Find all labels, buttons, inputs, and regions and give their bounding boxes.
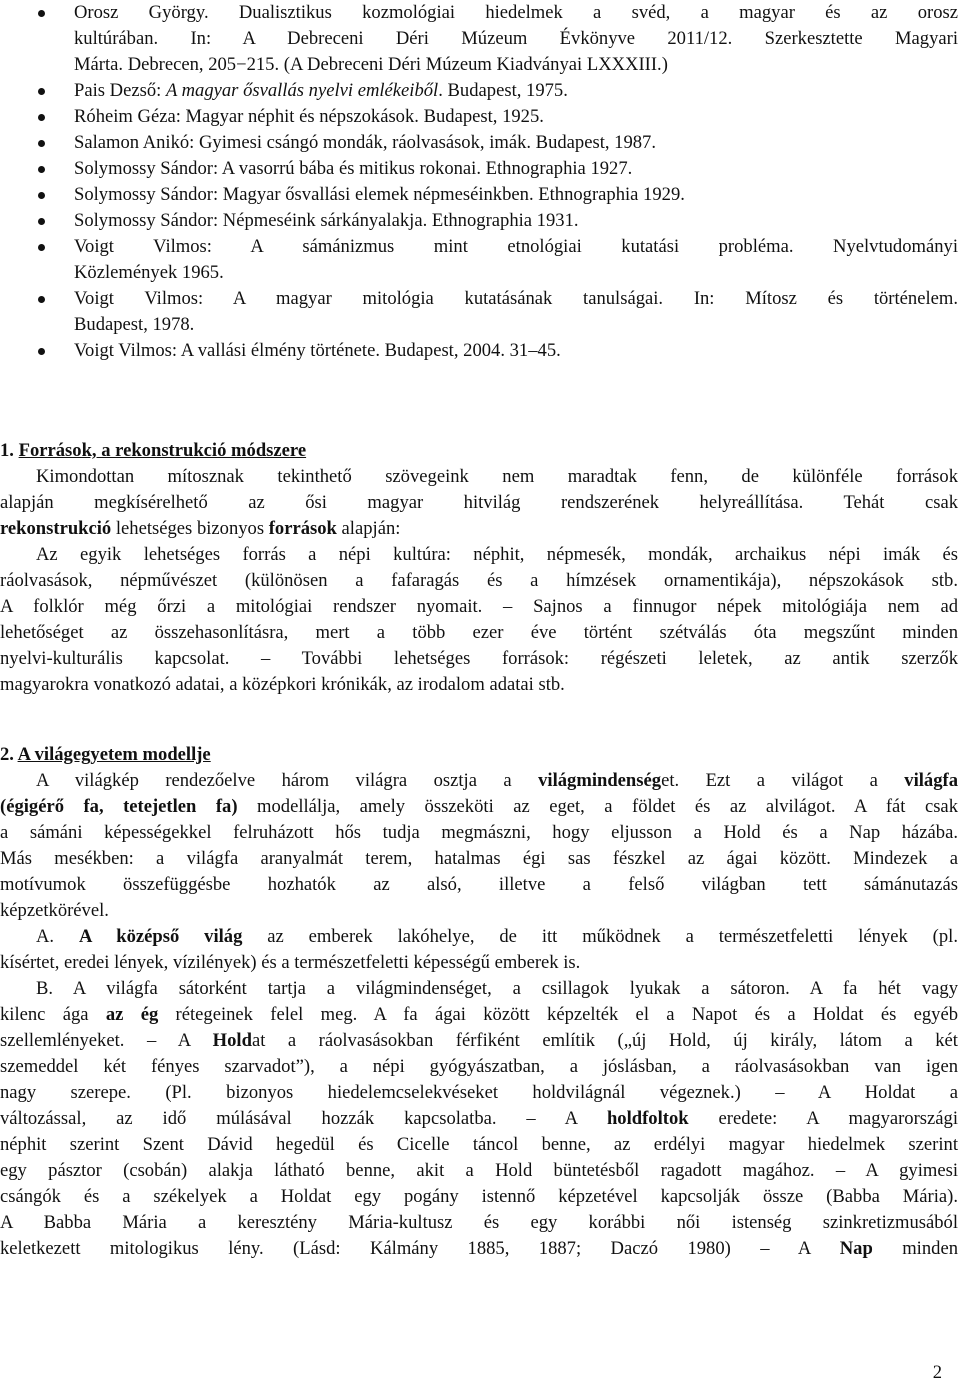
text-run: minden bbox=[872, 1238, 958, 1259]
text-run: eredete: A magyarországi bbox=[688, 1108, 958, 1129]
text-run: B. A világfa sátorként tartja a világmindenséget, a csillagok lyukak a sátoron. A fa hét vagy bbox=[36, 978, 958, 999]
bibliography-line bbox=[74, 78, 568, 104]
bullet-icon bbox=[38, 348, 45, 355]
text-run: Salamon Anikó: Gyimesi csángó mondák, ráolvasások, imák. Budapest, 1987. bbox=[74, 132, 657, 153]
text-run: nagy szerepe. (Pl. bizonyos hiedelemcselekvéseket holdvilágnál végeznek.) – A Holdat a bbox=[0, 1082, 958, 1103]
bullet-icon bbox=[38, 296, 45, 303]
bibliography-line bbox=[74, 0, 958, 26]
bold-text: (égigérő fa, tetejetlen fa) bbox=[0, 796, 238, 817]
page-number: 2 bbox=[932, 1362, 942, 1383]
paragraph-line bbox=[0, 646, 958, 672]
paragraph-line bbox=[0, 872, 958, 898]
text-run: Solymossy Sándor: Magyar ősvallási elemek népmeséinkben. Ethnographia 1929. bbox=[74, 184, 685, 205]
text-run: Közlemények 1965. bbox=[74, 262, 224, 283]
text-run: szemeddel két fényes szarvadot”), a népi gyógyászatban, a jóslásban, a ráolvasásokban van igen bbox=[0, 1056, 958, 1077]
bold-text: A középső világ bbox=[78, 926, 243, 947]
text-run: A. bbox=[36, 926, 79, 947]
bullet-icon bbox=[38, 192, 45, 199]
text-run: 2. bbox=[0, 744, 18, 765]
bibliography-line bbox=[74, 234, 958, 260]
paragraph-line bbox=[0, 594, 958, 620]
bibliography-line bbox=[74, 182, 685, 208]
text-run: képzetkörével. bbox=[0, 900, 109, 921]
text-run: Orosz György. Dualisztikus kozmológiai hiedelmek a svéd, a magyar és az orosz bbox=[74, 2, 958, 23]
underlined-text: Források, a rekonstrukció módszere bbox=[18, 440, 307, 461]
text-run: Más mesékben: a világfa aranyalmát terem, hatalmas égi sas fészkel az ágai között. Mindezek a bbox=[0, 848, 958, 869]
text-run: egy pásztor (csobán) alakja látható benne, akit a Hold büntetésből ragadott magához. – A gyimesi bbox=[0, 1160, 958, 1181]
bullet-icon bbox=[38, 114, 45, 121]
bullet-icon bbox=[38, 88, 45, 95]
paragraph-line bbox=[36, 768, 958, 794]
text-run: Budapest, 1978. bbox=[74, 314, 195, 335]
text-run: et. Ezt a világot a bbox=[661, 770, 905, 791]
text-run: A folklór még őrzi a mitológiai rendszer nyomait. – Sajnos a finnugor népek mitológiája nem ad bbox=[0, 596, 958, 617]
paragraph-line bbox=[36, 542, 958, 568]
text-run: kultúrában. In: A Debreceni Déri Múzeum Évkönyve 2011/12. Szerkesztette Magyari bbox=[74, 28, 958, 49]
paragraph-line bbox=[0, 1132, 958, 1158]
bibliography-line bbox=[74, 208, 579, 234]
text-run: Pais Dezső: bbox=[74, 80, 166, 101]
paragraph-line bbox=[36, 976, 958, 1002]
paragraph-line bbox=[0, 620, 958, 646]
bold-text: holdfoltok bbox=[606, 1108, 689, 1129]
text-run: Voigt Vilmos: A vallási élmény története. Budapest, 2004. 31–45. bbox=[74, 340, 561, 361]
text-run: csángók és a székelyek a Holdat egy pogány istennő képzetével kapcsolják össze (Babba Mária). bbox=[0, 1186, 958, 1207]
bold-text: az ég bbox=[105, 1004, 159, 1025]
paragraph-line bbox=[0, 1054, 958, 1080]
bold-text: világmindenség bbox=[538, 770, 662, 791]
text-run: keletkezett mitologikus lény. (Lásd: Kálmány 1885, 1887; Daczó 1980) – A bbox=[0, 1238, 840, 1259]
paragraph-line bbox=[0, 1158, 958, 1184]
paragraph-line bbox=[0, 1080, 958, 1106]
section-heading bbox=[0, 742, 211, 768]
text-run: A Babba Mária a keresztény Mária-kultusz és egy korábbi női istenség szinkretizmusából bbox=[0, 1212, 958, 1233]
text-run: Voigt Vilmos: A magyar mitológia kutatásának tanulságai. In: Mítosz és történelem. bbox=[74, 288, 958, 309]
text-run: Voigt Vilmos: A sámánizmus mint etnológiai kutatási probléma. Nyelvtudományi bbox=[74, 236, 958, 257]
bibliography-line bbox=[74, 26, 958, 52]
text-run: Róheim Géza: Magyar néphit és népszokások. Budapest, 1925. bbox=[74, 106, 544, 127]
paragraph-line bbox=[0, 846, 958, 872]
italic-text: A magyar ősvallás nyelvi emlékeiből bbox=[165, 80, 439, 101]
bold-text: világfa bbox=[904, 770, 958, 791]
text-run: at a ráolvasásokban férfiként említik („új Hold, új király, látom a két bbox=[251, 1030, 958, 1051]
paragraph-line bbox=[0, 1028, 958, 1054]
text-run: a sámáni képességekkel felruházott hős tudja megmászni, hogy eljusson a Hold és a Nap házába. bbox=[0, 822, 958, 843]
text-run: szellemlényeket. – A bbox=[0, 1030, 213, 1051]
paragraph-line bbox=[0, 1210, 958, 1236]
bibliography-line bbox=[74, 312, 194, 338]
paragraph-line bbox=[0, 1184, 958, 1210]
paragraph-line bbox=[0, 794, 958, 820]
text-run: motívumok összefüggésbe hozhatók az alsó, illetve a felső világban tett sámánutazás bbox=[0, 874, 958, 895]
paragraph-line bbox=[36, 464, 958, 490]
bullet-icon bbox=[38, 10, 45, 17]
text-run: lehetséges bizonyos bbox=[111, 518, 269, 539]
text-run: néphit szerint Szent Dávid hegedül és Cicelle táncol benne, az erdélyi magyar hiedelmek szerint bbox=[0, 1134, 958, 1155]
paragraph-line bbox=[0, 568, 958, 594]
paragraph-line bbox=[0, 490, 958, 516]
text-run: magyarokra vonatkozó adatai, a középkori krónikák, az irodalom adatai stb. bbox=[0, 674, 565, 695]
text-run: az emberek lakóhelye, de itt működnek a természetfeletti lények (pl. bbox=[242, 926, 958, 947]
text-run: alapján: bbox=[336, 518, 401, 539]
text-run: . Budapest, 1975. bbox=[438, 80, 568, 101]
bibliography-line bbox=[74, 104, 544, 130]
bold-text: források bbox=[268, 518, 337, 539]
paragraph-line bbox=[0, 1236, 958, 1262]
section-heading bbox=[0, 438, 306, 464]
text-run: Solymossy Sándor: A vasorrú bába és mitikus rokonai. Ethnographia 1927. bbox=[74, 158, 633, 179]
text-run: Az egyik lehetséges forrás a népi kultúra: néphit, népmesék, mondák, archaikus népi imák és bbox=[36, 544, 958, 565]
paragraph-line bbox=[0, 950, 580, 976]
text-run: modellálja, amely összeköti az eget, a földet és az alvilágot. A fát csak bbox=[237, 796, 958, 817]
bold-text: Hold bbox=[212, 1030, 252, 1051]
text-run: Kimondottan mítosznak tekinthető szövegeink nem maradtak fenn, de különféle források bbox=[36, 466, 958, 487]
text-run: 1. bbox=[0, 440, 19, 461]
bibliography-line bbox=[74, 52, 668, 78]
bibliography-line bbox=[74, 130, 656, 156]
text-run: alapján megkísérelhető az ősi magyar hitvilág rendszerének helyreállítása. Tehát csak bbox=[0, 492, 958, 513]
bibliography-line bbox=[74, 260, 224, 286]
text-run: rétegeinek felel meg. A fa ágai között képzelték el a Napot és a Holdat és egyéb bbox=[158, 1004, 959, 1025]
bullet-icon bbox=[38, 140, 45, 147]
bold-text: Nap bbox=[839, 1238, 873, 1259]
paragraph-line bbox=[0, 1106, 958, 1132]
bibliography-line bbox=[74, 338, 561, 364]
paragraph-line bbox=[0, 820, 958, 846]
paragraph-line bbox=[0, 898, 109, 924]
text-run: változással, az idő múlásával hozzák kapcsolatba. – A bbox=[0, 1108, 607, 1129]
text-run: A világkép rendezőelve három világra osztja a bbox=[36, 770, 539, 791]
paragraph-line bbox=[0, 516, 400, 542]
bibliography-line bbox=[74, 286, 958, 312]
text-run: kísértet, eredei lények, vízilények) és a természetfeletti képességű emberek is. bbox=[0, 952, 581, 973]
underlined-text: A világegyetem modellje bbox=[17, 744, 211, 765]
text-run: ráolvasások, népművészet (különösen a fafaragás és a hímzések ornamentikája), népszokások stb. bbox=[0, 570, 958, 591]
bullet-icon bbox=[38, 218, 45, 225]
paragraph-line bbox=[36, 924, 958, 950]
text-run: nyelvi-kulturális kapcsolat. – További lehetséges források: régészeti leletek, az antik szerzők bbox=[0, 648, 958, 669]
paragraph-line bbox=[0, 672, 565, 698]
bibliography-line bbox=[74, 156, 632, 182]
paragraph-line bbox=[0, 1002, 958, 1028]
text-run: Márta. Debrecen, 205−215. (A Debreceni Déri Múzeum Kiadványai LXXXIII.) bbox=[74, 54, 668, 75]
text-run: lehetőséget az összehasonlításra, mert a több ezer éve történt szétválás óta megszűnt minden bbox=[0, 622, 958, 643]
bullet-icon bbox=[38, 244, 45, 251]
bullet-icon bbox=[38, 166, 45, 173]
text-run: kilenc ága bbox=[0, 1004, 106, 1025]
bold-text: rekonstrukció bbox=[0, 518, 112, 539]
text-run: Solymossy Sándor: Népmeséink sárkányalakja. Ethnographia 1931. bbox=[74, 210, 579, 231]
